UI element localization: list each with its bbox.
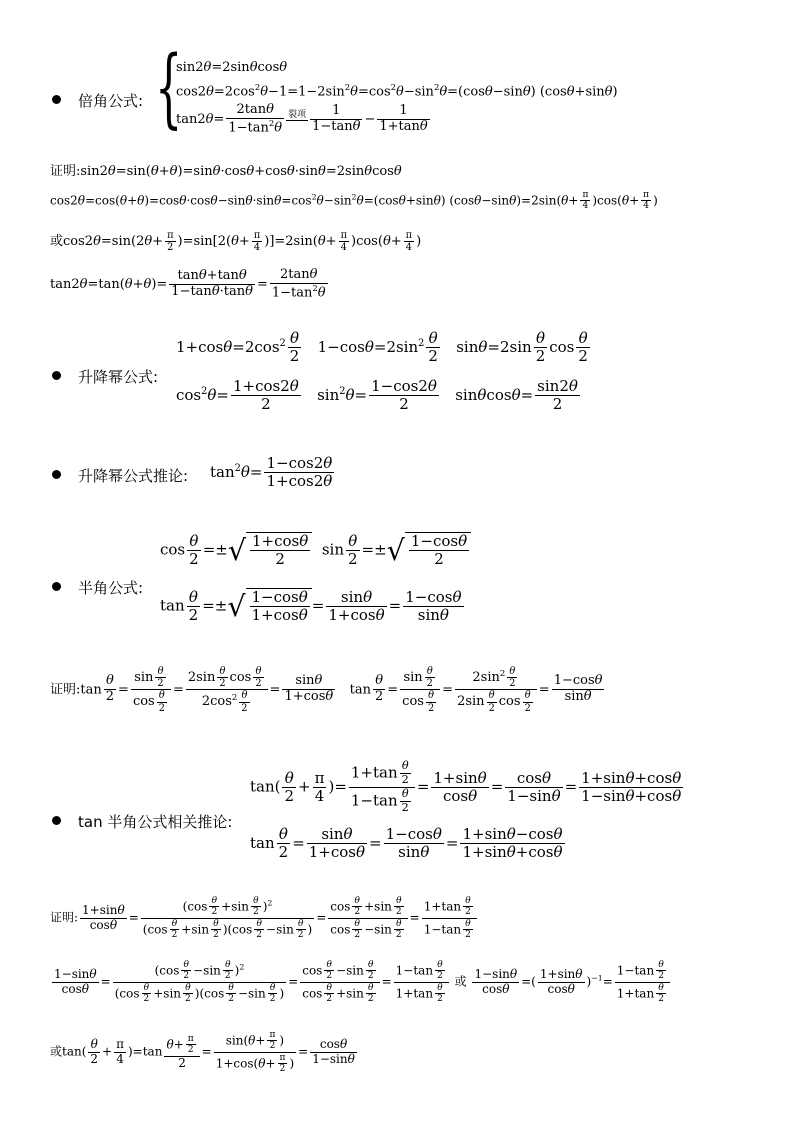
proof-tan-half-3: 或tan( $\frac{\theta}{2}$ + $\frac{\pi}{4}$ )=tan θ+ $\frac{\pi}{2}$ 2 = sin(θ+ $\frac{\pi}{2}$ ) 1+cos(θ+ $\frac{\pi}{2}$ ) = $\frac{\cos\theta}{1-\sin\theta}$: [50, 1030, 355, 1075]
formula-tan-squared: $\tan^2\theta=$ $\frac{1-\cos 2\theta}{1+\cos 2\theta}$: [210, 454, 333, 491]
proof-tan-half-2: $\frac{1-\sin\theta}{\cos\theta}$ = (cos $\frac{\theta}{2}$ −sin $\frac{\theta}{2}$ )$^2$ (cos $\frac{\theta}{2}$ +sin $\frac{\theta}{2}$ )(cos $\frac{\theta}{2}$ −sin $\frac{\theta}{2}$ ) = cos $\frac{\theta}{2}$ −sin $\frac{\theta}{2}$ cos $\frac{\theta}{2}$ +sin $\frac{\theta}{2}$ = 1−tan $\frac{\theta}{2}$ 1+tan $\frac{\theta}{2}$ 或 $\frac{1-\sin\theta}{\cos\theta}$ =( $\frac{1+\sin\theta}{\cos\theta}$ )$^{-1}$= 1−tan $\frac{\theta}{2}$ 1+tan $\frac{\theta}{2}$: [50, 960, 672, 1004]
or-label: 或: [50, 234, 64, 250]
proof-label: 证明:: [50, 910, 79, 925]
formula-raise-1: $1+\cos\theta=2\cos^2$ $\frac{\theta}{2}$ $1-\cos\theta=2\sin^2$ $\frac{\theta}{2}$ sinθ=2sin $\frac{\theta}{2}$ cos $\frac{\theta}{2}$: [176, 329, 588, 366]
raise-lower-inference-label: 升降幂公式推论:: [78, 467, 189, 485]
bullet: [52, 816, 61, 825]
tan-half-inference-label: tan 半角公式相关推论:: [78, 813, 233, 831]
formula-half-cos-sin: cos $\frac{\theta}{2}$ =±√ $\frac{1+\cos\theta}{2}$ sin $\frac{\theta}{2}$ =±√ $\frac{1-\cos\theta}{2}$: [160, 532, 471, 569]
bullet: [52, 95, 61, 104]
bullet: [52, 582, 61, 591]
proof-tan2: tan2θ=tan(θ+θ)= $\frac{\tan\theta+\tan\theta}{1-\tan\theta\cdot\tan\theta}$ = $\frac{2\tan\theta}{1-\tan^2\theta}$: [50, 267, 326, 301]
proof-cos2: $\cos 2\theta=\cos(\theta+\theta)=\cos\theta\cdot\cos\theta-\sin\theta\cdot\sin\theta=\cos^2\theta-\sin^2\theta=(\cos\theta+\sin\theta)$ (cosθ−sinθ)=2sin(θ+ $\frac{\pi}{4}$ )cos(θ+ $\frac{\pi}{4}$ ): [50, 190, 658, 212]
formula-sin2: sin2θ=2sinθcosθ: [176, 60, 288, 75]
raise-lower-label: 升降幂公式:: [78, 368, 159, 386]
bullet: [52, 371, 61, 380]
double-angle-label: 倍角公式:: [78, 92, 144, 110]
or-label: 或: [454, 974, 467, 989]
or-label: 或: [50, 1044, 63, 1059]
proof-sin2: 证明:sin2θ=sin(θ+θ)=sinθ·cosθ+cosθ·sinθ=2sinθcosθ: [50, 164, 402, 179]
formula-tan2: tan2θ= $\frac{2\tan\theta}{1-\tan^2\theta}$ 裂项 $\frac{1}{1-\tan\theta}$ − $\frac{1}{1+\tan\theta}$: [176, 102, 428, 136]
proof-label: 证明:: [50, 164, 81, 179]
proof-half-tan: 证明:tan $\frac{\theta}{2}$ = sin $\frac{\theta}{2}$ cos $\frac{\theta}{2}$ = 2sin $\frac{\theta}{2}$ cos $\frac{\theta}{2}$ $2\cos^2$ $\frac{\theta}{2}$ = $\frac{\sin\theta}{1+\cos\theta}$ tan $\frac{\theta}{2}$ = sin $\frac{\theta}{2}$ cos $\frac{\theta}{2}$ = $2\sin^2$ $\frac{\theta}{2}$ 2sin $\frac{\theta}{2}$ cos $\frac{\theta}{2}$ = $\frac{1-\cos\theta}{\sin\theta}$: [50, 666, 603, 714]
formula-cos2: $\cos 2\theta=2\cos^2\theta-1=1-2\sin^2\theta=\cos^2\theta-\sin^2\theta=(\cos\theta-\sin\theta)$ (cosθ+sinθ): [176, 82, 618, 100]
split-term-note: 裂项: [286, 107, 308, 121]
formula-tan-half: tan $\frac{\theta}{2}$ = $\frac{\sin\theta}{1+\cos\theta}$ = $\frac{1-\cos\theta}{\sin\theta}$ = $\frac{1+\sin\theta-\cos\theta}{1+\sin\theta+\cos\theta}$: [250, 825, 563, 862]
half-angle-label: 半角公式:: [78, 579, 144, 597]
proof-label: 证明:: [50, 682, 81, 698]
left-brace: {: [155, 38, 183, 138]
formula-tan-half-plus: tan( $\frac{\theta}{2}$ + $\frac{\pi}{4}$ )= 1+tan $\frac{\theta}{2}$ 1−tan $\frac{\theta}{2}$ = $\frac{1+\sin\theta}{\cos\theta}$ = $\frac{\cos\theta}{1-\sin\theta}$ = $\frac{1+\sin\theta+\cos\theta}{1-\sin\theta+\cos\theta}$: [250, 759, 682, 814]
bullet: [52, 470, 61, 479]
formula-half-tan: tan $\frac{\theta}{2}$ =±√ $\frac{1-\cos\theta}{1+\cos\theta}$ = $\frac{\sin\theta}{1+\cos\theta}$ = $\frac{1-\cos\theta}{\sin\theta}$: [160, 587, 462, 625]
formula-raise-2: $\cos^2\theta=$ $\frac{1+\cos 2\theta}{2}$ $\sin^2\theta=$ $\frac{1-\cos 2\theta}{2}$ sinθcosθ= $\frac{\sin 2\theta}{2}$: [176, 377, 578, 414]
proof-tan-half-1: 证明: $\frac{1+\sin\theta}{\cos\theta}$ = (cos $\frac{\theta}{2}$ +sin $\frac{\theta}{2}$ )$^2$ (cos $\frac{\theta}{2}$ +sin $\frac{\theta}{2}$ )(cos $\frac{\theta}{2}$ −sin $\frac{\theta}{2}$ ) = cos $\frac{\theta}{2}$ +sin $\frac{\theta}{2}$ cos $\frac{\theta}{2}$ −sin $\frac{\theta}{2}$ = 1+tan $\frac{\theta}{2}$ 1−tan $\frac{\theta}{2}$: [50, 896, 479, 940]
proof-cos2-alt: 或cos2θ=sin(2θ+ $\frac{\pi}{2}$ )=sin[2(θ+ $\frac{\pi}{4}$ )]=2sin(θ+ $\frac{\pi}{4}$ )cos(θ+ $\frac{\pi}{4}$ ): [50, 230, 422, 254]
